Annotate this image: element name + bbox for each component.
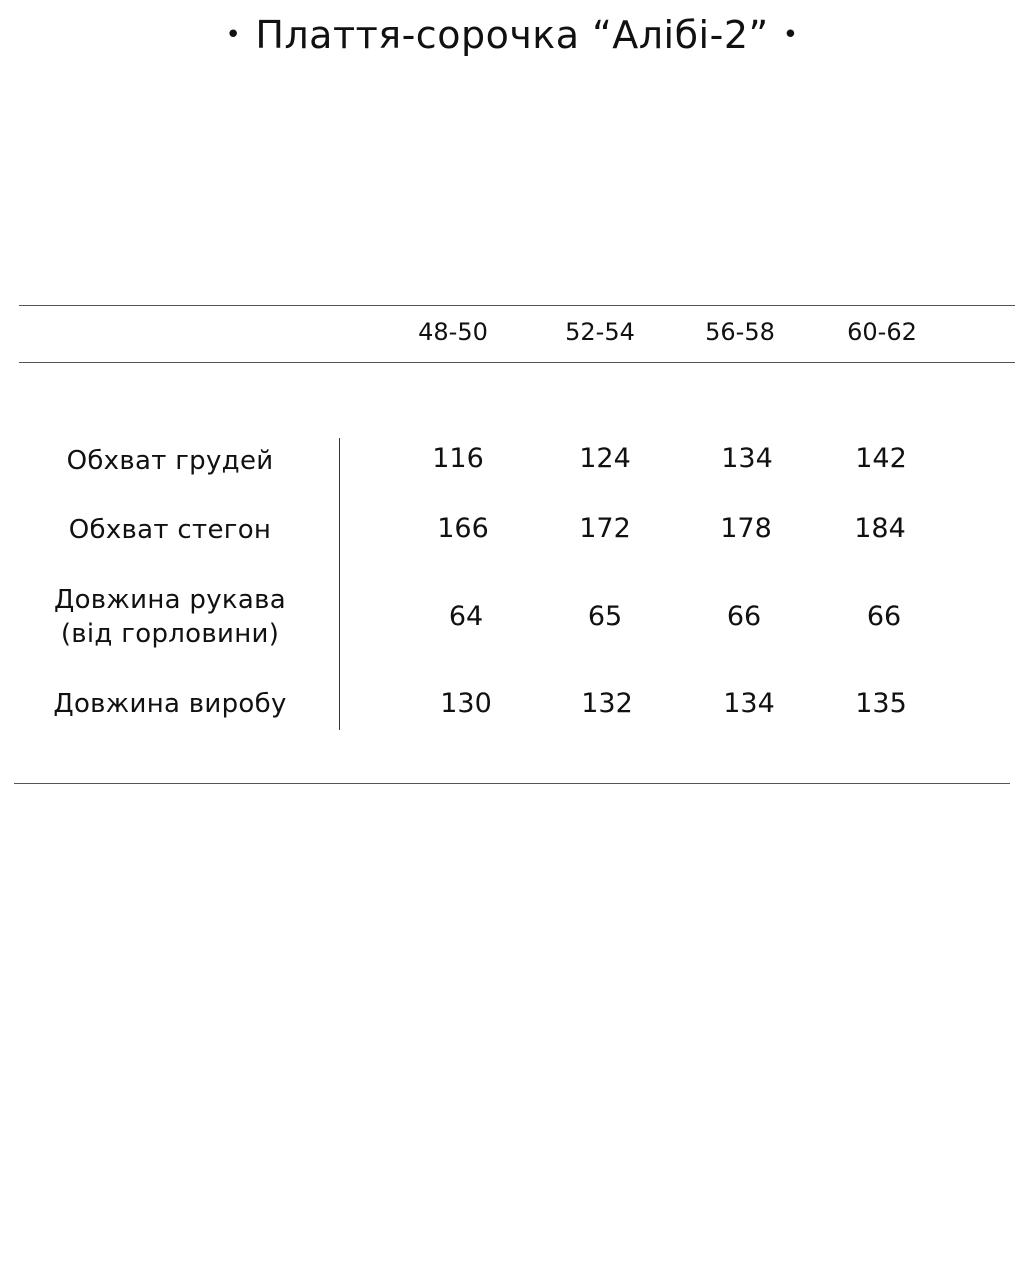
table-cell: 134 (721, 443, 773, 474)
title-text: Плаття-сорочка “Алібі-2” (255, 13, 769, 57)
table-cell: 116 (432, 443, 484, 474)
row-label-sleeve-length: Довжина рукава (53, 585, 287, 615)
size-header-4: 60-62 (847, 318, 917, 346)
table-cell: 172 (579, 513, 631, 544)
title-bullet-left: • (225, 19, 242, 50)
table-cell: 66 (866, 601, 902, 632)
size-header-3: 56-58 (705, 318, 775, 346)
row-label-sleeve-length-note: (від горловини) (60, 619, 280, 649)
table-cell: 166 (437, 513, 489, 544)
table-cell: 184 (854, 513, 906, 544)
table-top-divider (19, 305, 1015, 306)
page-title (0, 12, 1024, 61)
table-cell: 135 (855, 688, 907, 719)
table-cell: 132 (581, 688, 633, 719)
row-label-garment-length: Довжина виробу (53, 689, 287, 719)
table-cell: 66 (726, 601, 762, 632)
size-header-1: 48-50 (418, 318, 488, 346)
table-cell: 65 (587, 601, 623, 632)
table-bottom-divider (14, 783, 1010, 784)
table-cell: 124 (579, 443, 631, 474)
table-cell: 130 (440, 688, 492, 719)
table-cell: 64 (448, 601, 484, 632)
table-cell: 134 (723, 688, 775, 719)
title-bullet-right: • (782, 19, 799, 50)
row-label-hips: Обхват стегон (68, 515, 272, 545)
table-cell: 178 (720, 513, 772, 544)
row-label-chest: Обхват грудей (66, 446, 274, 476)
table-header-divider (19, 362, 1015, 363)
size-header-2: 52-54 (565, 318, 635, 346)
label-column-divider (339, 438, 340, 730)
table-cell: 142 (855, 443, 907, 474)
